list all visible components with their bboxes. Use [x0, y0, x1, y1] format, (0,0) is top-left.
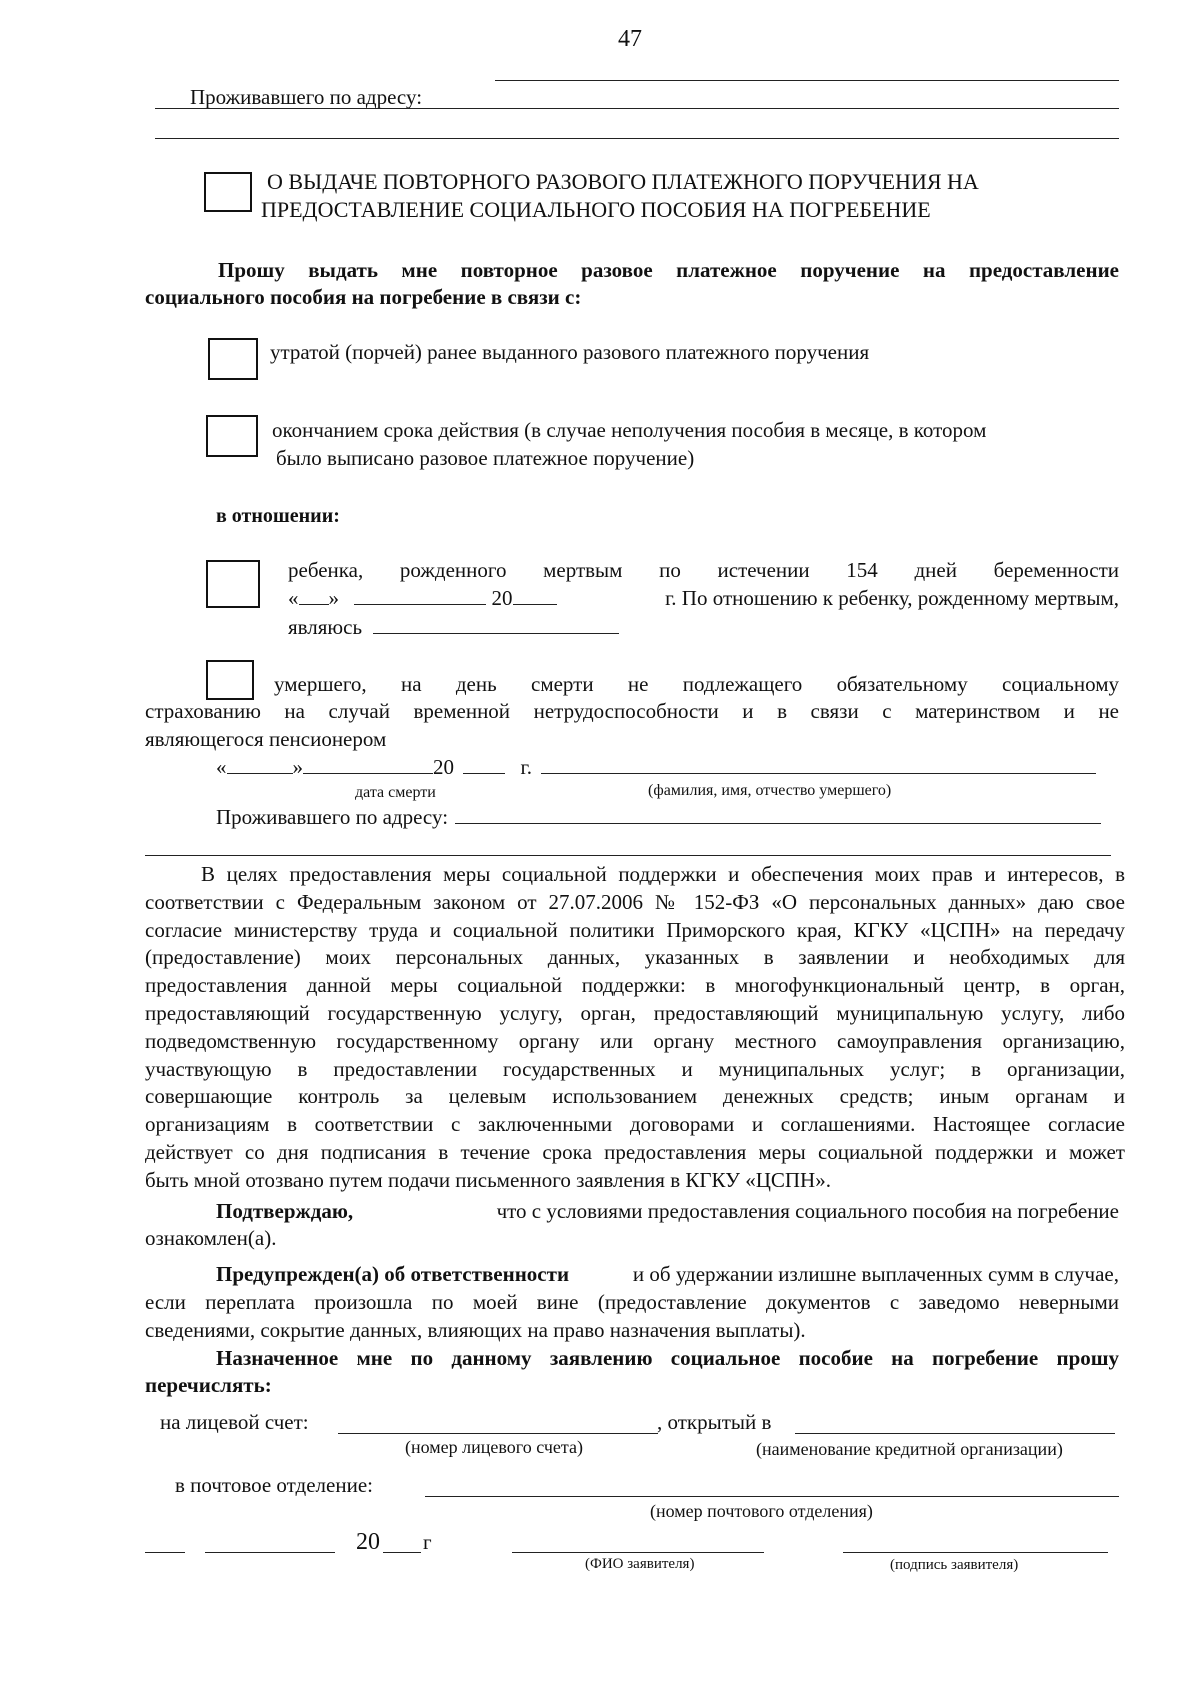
- loss-checkbox[interactable]: [208, 338, 258, 380]
- child-quote-open: «: [288, 586, 299, 610]
- confirm-line2: ознакомлен(а).: [145, 1226, 277, 1250]
- death-day-field[interactable]: [227, 753, 293, 774]
- applicant-fio-field[interactable]: [512, 1552, 764, 1553]
- deceased-address-line: [216, 803, 1101, 831]
- address-line: [155, 108, 1119, 109]
- consent-line: соответствии с Федеральным законом от 27.07.2006 № 152-ФЗ «О персональных данных» даю свое: [145, 889, 1125, 914]
- child-year-field[interactable]: [513, 584, 557, 605]
- sign-day-field[interactable]: [145, 1552, 185, 1553]
- child-year-prefix: 20: [491, 586, 513, 610]
- deceased-line2: страхованию на случай временной нетрудоспособности и в связи с материнством и не: [145, 699, 1119, 723]
- warning-line3: сведениями, сокрытие данных, влияющих на право назначения выплаты).: [145, 1318, 806, 1342]
- address-line: [155, 138, 1119, 139]
- consent-line: В целях предоставления меры социальной поддержки и обеспечения моих прав и интересов, в: [201, 862, 1125, 886]
- consent-line: (предоставление) моих персональных данных, указанных в заявлении и необходимых для: [145, 945, 1125, 970]
- warning-rest: и об удержании излишне выплаченных сумм в случае,: [632, 1262, 1119, 1286]
- sign-year-prefix: 20: [356, 1529, 380, 1555]
- fio-caption: (ФИО заявителя): [585, 1556, 695, 1572]
- signature-caption: (подпись заявителя): [890, 1557, 1019, 1573]
- sign-month-field[interactable]: [205, 1552, 335, 1553]
- bank-caption: (наименование кредитной организации): [756, 1439, 1063, 1459]
- post-label: в почтовое отделение:: [175, 1473, 373, 1497]
- account-caption: (номер лицевого счета): [405, 1437, 583, 1457]
- child-checkbox[interactable]: [206, 560, 260, 608]
- sign-year-field[interactable]: [383, 1552, 421, 1553]
- consent-line: предоставления данной меры социальной поддержки: в многофункциональный центр, в орган,: [145, 973, 1125, 998]
- deceased-address-field[interactable]: [455, 803, 1101, 824]
- death-date-caption: дата смерти: [355, 784, 436, 801]
- expiry-text-line2: было выписано разовое платежное поручение): [276, 446, 695, 470]
- child-day-field[interactable]: [299, 584, 329, 605]
- expiry-checkbox[interactable]: [206, 415, 258, 457]
- opened-label: , открытый в: [657, 1410, 772, 1434]
- death-year-field[interactable]: [463, 753, 505, 774]
- child-quote-close: »: [328, 586, 339, 610]
- deceased-name-field[interactable]: [541, 753, 1096, 774]
- consent-line: организациям в соответствии с заключенными договорами и соглашениями. Настоящее согласие: [145, 1112, 1125, 1137]
- death-quote-close: »: [292, 755, 303, 779]
- sign-g-label: г: [423, 1530, 432, 1554]
- child-relation-field[interactable]: [373, 613, 619, 634]
- consent-line: участвующую в предоставлении государственных и муниципальных услуг; в организации,: [145, 1056, 1125, 1081]
- death-quote-open: «: [216, 755, 227, 779]
- death-month-field[interactable]: [303, 753, 433, 774]
- loss-text: утратой (порчей) ранее выданного разового платежного поручения: [270, 340, 870, 364]
- address-label-top: Проживавшего по адресу:: [190, 85, 423, 109]
- child-line2-rest: г. По отношению к ребенку, рожденному мертвым,: [665, 586, 1119, 610]
- confirm-bold: Подтверждаю,: [216, 1199, 354, 1223]
- deceased-address-line2: [145, 855, 1111, 856]
- death-g-label: г.: [520, 755, 532, 779]
- transfer-line1: Назначенное мне по данному заявлению социальное пособие на погребение прошу: [216, 1346, 1119, 1370]
- deceased-line1: умершего, на день смерти не подлежащего обязательному социальному: [274, 672, 1119, 696]
- child-line2: [288, 584, 1119, 612]
- account-field[interactable]: [338, 1433, 658, 1434]
- bank-field[interactable]: [795, 1433, 1115, 1434]
- section-checkbox[interactable]: [204, 172, 252, 212]
- warning-line2: если переплата произошла по моей вине (предоставление документов с заведомо неверными: [145, 1290, 1119, 1314]
- child-iam-label: являюсь: [288, 615, 363, 639]
- transfer-line2: перечислять:: [145, 1373, 272, 1397]
- section-title-line2: ПРЕДОСТАВЛЕНИЕ СОЦИАЛЬНОГО ПОСОБИЯ НА ПОГРЕБЕНИЕ: [261, 197, 931, 222]
- consent-line: действует со дня подписания в течение срока предоставления меры социальной поддержки и может: [145, 1139, 1125, 1164]
- consent-paragraph: [145, 860, 1125, 1194]
- confirm-rest: что с условиями предоставления социального пособия на погребение: [496, 1199, 1119, 1223]
- post-caption: (номер почтового отделения): [650, 1501, 873, 1521]
- deceased-date-line: [216, 753, 1121, 781]
- consent-line: совершающие контроль за целевым использованием денежных средств; иным органам и: [145, 1084, 1125, 1109]
- section-title-line1: О ВЫДАЧЕ ПОВТОРНОГО РАЗОВОГО ПЛАТЕЖНОГО ПОРУЧЕНИЯ НА: [267, 169, 979, 194]
- death-year-prefix: 20: [433, 755, 454, 779]
- relation-label: в отношении:: [216, 505, 340, 527]
- consent-line: предоставляющий государственную услугу, орган, предоставляющий муниципальную услугу, либо: [145, 1000, 1125, 1025]
- consent-line: быть мной отозвано путем подачи письменного заявления в КГКУ «ЦСПН».: [145, 1167, 831, 1192]
- child-month-field[interactable]: [354, 584, 486, 605]
- warning-bold: Предупрежден(а) об ответственности: [216, 1262, 570, 1286]
- consent-line: подведомственную государственному органу или органу местного самоуправления организацию,: [145, 1028, 1125, 1053]
- account-label: на лицевой счет:: [160, 1410, 309, 1434]
- warning-line1: [216, 1260, 1119, 1288]
- address-line-top: [495, 80, 1119, 81]
- child-line1: ребенка, рожденного мертвым по истечении 154 дней беременности: [288, 558, 1119, 582]
- deceased-name-caption: (фамилия, имя, отчество умершего): [648, 782, 892, 799]
- deceased-checkbox[interactable]: [206, 660, 254, 700]
- deceased-address-label: Проживавшего по адресу:: [216, 805, 449, 829]
- confirm-line1: [216, 1197, 1119, 1225]
- request-line2: социального пособия на погребение в связи с:: [145, 285, 582, 309]
- applicant-signature-field[interactable]: [843, 1552, 1108, 1553]
- post-field[interactable]: [425, 1496, 1119, 1497]
- expiry-text-line1: окончанием срока действия (в случае неполучения пособия в месяце, в котором: [272, 418, 987, 442]
- request-line1: Прошу выдать мне повторное разовое платежное поручение на предоставление: [218, 258, 1119, 282]
- page-number: 47: [618, 26, 642, 52]
- deceased-line3: являющегося пенсионером: [145, 727, 387, 751]
- child-line3: [288, 613, 619, 641]
- consent-line: согласие министерству труда и социальной политики Приморского края, КГКУ «ЦСПН» на передачу: [145, 917, 1125, 942]
